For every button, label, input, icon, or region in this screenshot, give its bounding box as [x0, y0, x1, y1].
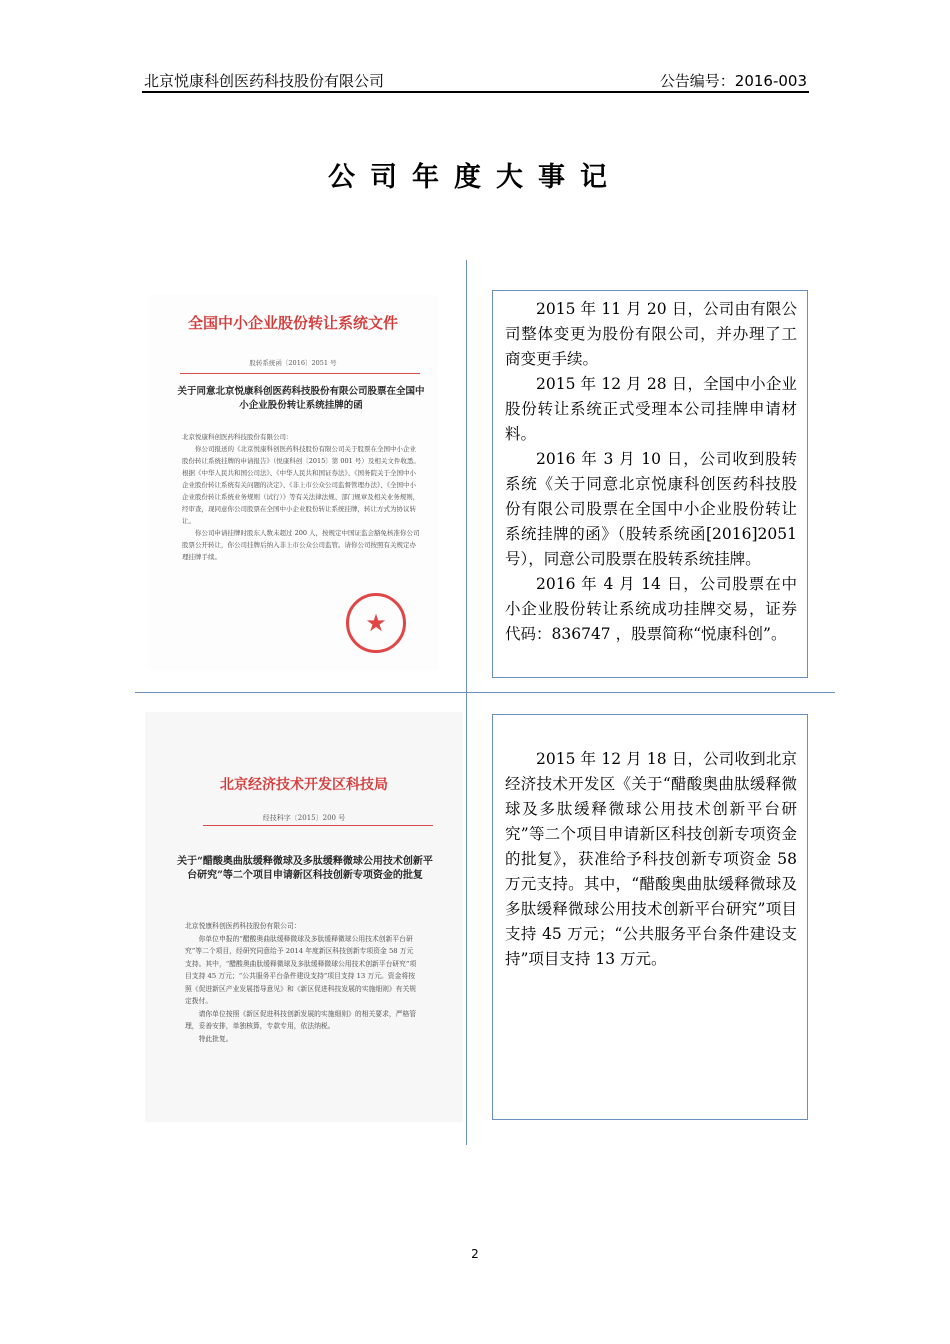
header-company-name: 北京悦康科创医药科技股份有限公司: [144, 72, 385, 90]
scan-document-number: 经技科字〔2015〕200 号: [262, 814, 346, 822]
official-seal-icon: [346, 593, 406, 653]
event-paragraph: 2016 年 3 月 10 日，公司收到股转系统《关于同意北京悦康科创医药科技股份有限公司股票在全国中小企业股份转让系统挂牌的函》（股转系统函[2016]2051 号），同意公司股票在股转系统挂牌。: [505, 450, 797, 568]
scan-letterhead: 北京经济技术开发区科技局: [220, 777, 388, 793]
scan-paragraph: 你公司报送的《北京悦康科创医药科技股份有限公司关于股票在全国中小企业股份转让系统挂牌的申请报告》（悦康科创〔2015〕第 001 号）及相关文件收悉。根据《中华人民共和国公司法》、《中华人民共和国证券法》、《国务院关于全国中小企业股份转让系统有关问题的决定》、《非上市公众公司监督管理办法》、《全国中小企业股份转让系统业务规则（试行）》等有关法律法规、部门规章及相关业务规则，经审查，现同意你公司股票在全国中小企业股份转让系统挂牌，转让方式为协议转让。: [182, 445, 420, 525]
header-notice-number: 公告编号：2016-003: [659, 72, 807, 90]
scan-red-rule: [180, 373, 420, 374]
event-paragraph: 2015 年 12 月 18 日，公司收到北京经济技术开发区《关于“醋酸奥曲肽缓释微球及多肽缓释微球公用技术创新平台研究”等二个项目申请新区科技创新专项资金的批复》，获准给予科技创新专项资金 58 万元支持。其中，“醋酸奥曲肽缓释微球及多肽缓释微球公用技术创新平台研究”项目支持 45 万元；“公共服务平台条件建设支持”项目支持 13 万元。: [505, 750, 797, 968]
table-vertical-divider: [466, 260, 467, 1145]
page-title: 公司年度大事记: [328, 162, 622, 193]
scanned-document-nexq-approval: [148, 295, 438, 670]
scan-paragraph: 你公司申请挂牌时股东人数未超过 200 人，按规定中国证监会豁免核准你公司股票公开转让，你公司挂牌后纳入非上市公众公司监管。请你公司按照有关规定办理挂牌手续。: [182, 529, 420, 561]
scan-paragraph: 你单位申报的“醋酸奥曲肽缓释微球及多肽缓释微球公用技术创新平台研究”等二个项目，经研究同意给予 2014 年度新区科技创新专项资金 58 万元支持。其中，“醋酸奥曲肽缓释微球及多肽缓释微球公用技术创新平台研究”项目支持 45 万元；“公共服务平台条件建设支持”项目支持 13 万元。资金将按照《促进新区产业发展指导意见》和《新区促进科技发展的实施细则》有关规定拨付。: [185, 934, 417, 1005]
scan-subject: 关于同意北京悦康科创医药科技股份有限公司股票在全国中小企业股份转让系统挂牌的函: [177, 386, 425, 411]
event-paragraph: 2015 年 11 月 20 日，公司由有限公司整体变更为股份有限公司，并办理了工商变更手续。: [505, 300, 797, 368]
event-paragraph: 2016 年 4 月 14 日，公司股票在中小企业股份转让系统成功挂牌交易，证券代码：836747 ，股票简称“悦康科创”。: [505, 575, 797, 643]
scan-document-number: 股转系统函〔2016〕2051 号: [249, 359, 337, 367]
table-horizontal-divider: [135, 692, 835, 693]
scan-body: [182, 431, 420, 563]
header-divider: [142, 91, 809, 93]
scan-addressee: 北京悦康科创医药科技股份有限公司：: [185, 922, 301, 930]
scan-body: [185, 920, 420, 1045]
scan-closing: 特此批复。: [198, 1034, 233, 1043]
scan-letterhead: 全国中小企业股份转让系统文件: [187, 314, 398, 332]
events-text-box-2: [492, 714, 808, 1120]
scan-addressee: 北京悦康科创医药科技股份有限公司：: [182, 433, 293, 441]
scan-subject: 关于“醋酸奥曲肽缓释微球及多肽缓释微球公用技术创新平台研究”等二个项目申请新区科技创新专项资金的批复: [177, 856, 433, 881]
scanned-document-science-bureau-reply: [145, 712, 463, 1122]
events-text-box-1: [492, 290, 808, 678]
event-paragraph: 2015 年 12 月 28 日，全国中小企业股份转让系统正式受理本公司挂牌申请材料。: [505, 375, 797, 443]
page-number: 2: [471, 1247, 479, 1261]
scan-red-rule: [203, 825, 433, 826]
scan-paragraph: 请你单位按照《新区促进科技创新发展的实施细则》的相关要求，严格管理，妥善安排，单独核算，专款专用，依法纳税。: [185, 1009, 417, 1030]
seal-star-icon: ★: [365, 609, 387, 637]
